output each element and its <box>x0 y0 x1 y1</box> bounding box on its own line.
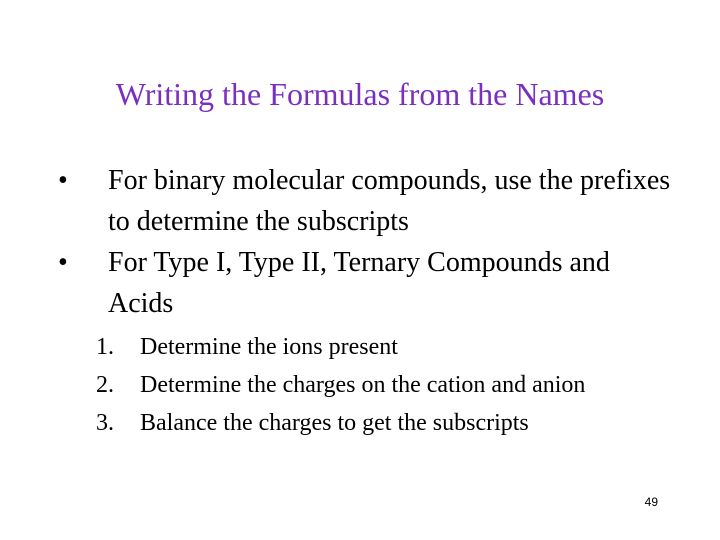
bullet-item <box>58 242 678 324</box>
step-item <box>96 369 656 401</box>
step-text: Determine the ions present <box>140 334 398 360</box>
bullet-text: For Type I, Type II, Ternary Compounds and Acids <box>108 247 610 319</box>
bullet-text: For binary molecular compounds, use the prefixes to determine the subscripts <box>108 165 671 237</box>
bullet-list <box>58 160 678 324</box>
step-text: Balance the charges to get the subscripts <box>140 410 529 436</box>
page-number: 49 <box>644 495 658 509</box>
step-number: 2. <box>96 372 114 398</box>
numbered-step-list <box>96 331 656 445</box>
step-number: 3. <box>96 410 114 436</box>
bullet-mark: • <box>58 247 68 278</box>
step-text: Determine the charges on the cation and anion <box>140 372 586 398</box>
step-number: 1. <box>96 334 114 360</box>
step-item <box>96 331 656 363</box>
bullet-item <box>58 160 678 242</box>
slide-title: Writing the Formulas from the Names <box>115 76 605 112</box>
bullet-mark: • <box>58 165 68 196</box>
step-item <box>96 407 656 439</box>
